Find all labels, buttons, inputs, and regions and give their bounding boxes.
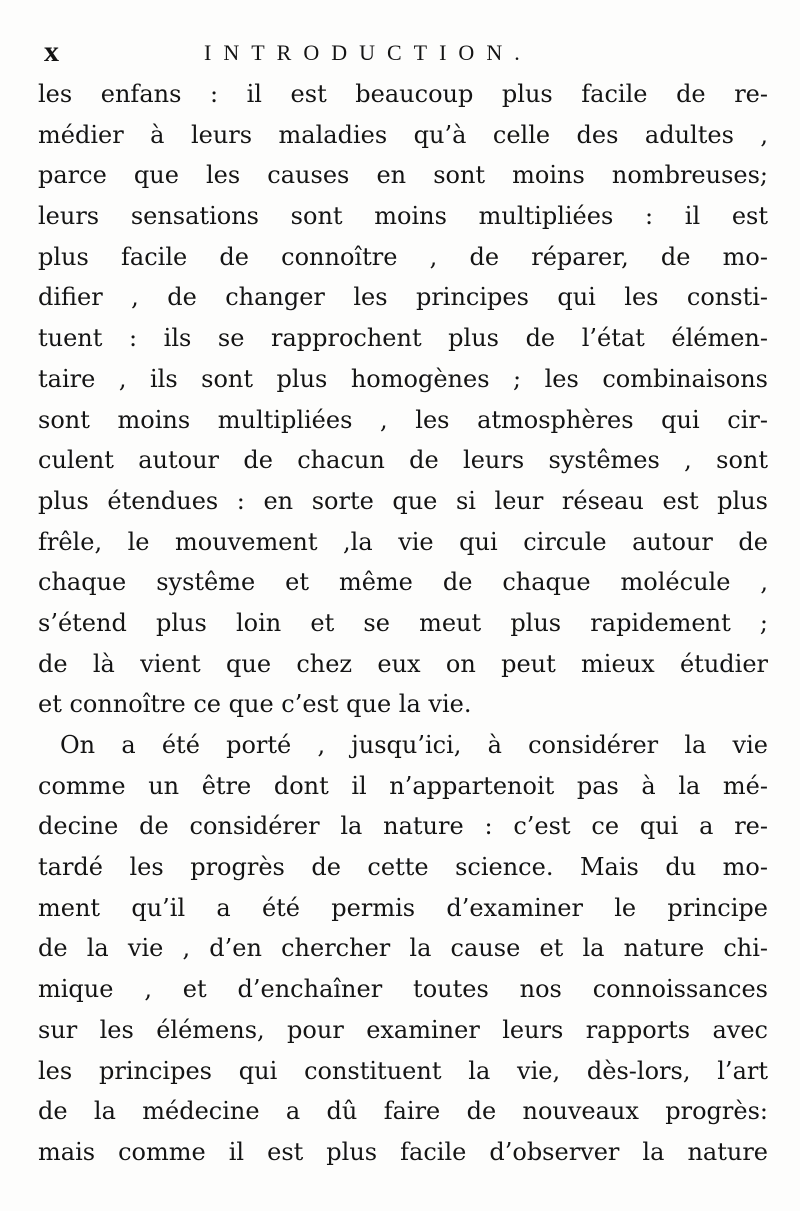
text-line: plus étendues : en sorte que si leur réseau est plus bbox=[38, 486, 768, 515]
text-line: On a été porté , jusqu’ici, à considérer la vie bbox=[60, 731, 768, 759]
running-title: INTRODUCTION. bbox=[204, 40, 532, 65]
body-text bbox=[38, 74, 768, 1173]
text-line: s’étend plus loin et se meut plus rapidement ; bbox=[38, 608, 768, 637]
page-number: x bbox=[44, 35, 59, 68]
text-line: sont moins multipliées , les atmosphères qui cir- bbox=[38, 405, 768, 434]
text-line: plus facile de connoître , de réparer, de mo- bbox=[38, 242, 768, 271]
page-header bbox=[44, 34, 760, 74]
text-line: taire , ils sont plus homogènes ; les combinaisons bbox=[38, 364, 768, 393]
text-line: sur les élémens, pour examiner leurs rapports avec bbox=[38, 1015, 768, 1044]
text-line: decine de considérer la nature : c’est ce qui a re- bbox=[38, 812, 768, 841]
text-line: difier , de changer les principes qui les consti- bbox=[38, 283, 768, 312]
text-line: de là vient que chez eux on peut mieux étudier bbox=[38, 649, 768, 678]
text-line: frêle, le mouvement ,la vie qui circule autour de bbox=[38, 527, 768, 556]
text-line: médier à leurs maladies qu’à celle des adultes , bbox=[38, 120, 768, 149]
text-line: parce que les causes en sont moins nombreuses; bbox=[38, 161, 768, 190]
text-line: tardé les progrès de cette science. Mais du mo- bbox=[38, 853, 768, 882]
text-line: les enfans : il est beaucoup plus facile de re- bbox=[38, 80, 768, 108]
text-line: de la médecine a dû faire de nouveaux progrès: bbox=[38, 1097, 768, 1126]
text-line: comme un être dont il n’appartenoit pas à la mé- bbox=[38, 771, 768, 800]
text-line: ment qu’il a été permis d’examiner le principe bbox=[38, 893, 768, 922]
text-line: chaque systême et même de chaque molécule , bbox=[38, 568, 768, 597]
text-line: leurs sensations sont moins multipliées : il est bbox=[38, 202, 768, 231]
text-line: mique , et d’enchaîner toutes nos connoissances bbox=[38, 975, 768, 1004]
text-line: mais comme il est plus facile d’observer la nature bbox=[38, 1137, 768, 1166]
text-line: les principes qui constituent la vie, dès-lors, l’art bbox=[38, 1056, 768, 1085]
text-line: et connoître ce que c’est que la vie. bbox=[38, 690, 472, 719]
text-line: de la vie , d’en chercher la cause et la nature chi- bbox=[38, 934, 768, 963]
text-line: culent autour de chacun de leurs systêmes , sont bbox=[38, 446, 768, 475]
text-line: tuent : ils se rapprochent plus de l’état élémen- bbox=[38, 324, 768, 353]
